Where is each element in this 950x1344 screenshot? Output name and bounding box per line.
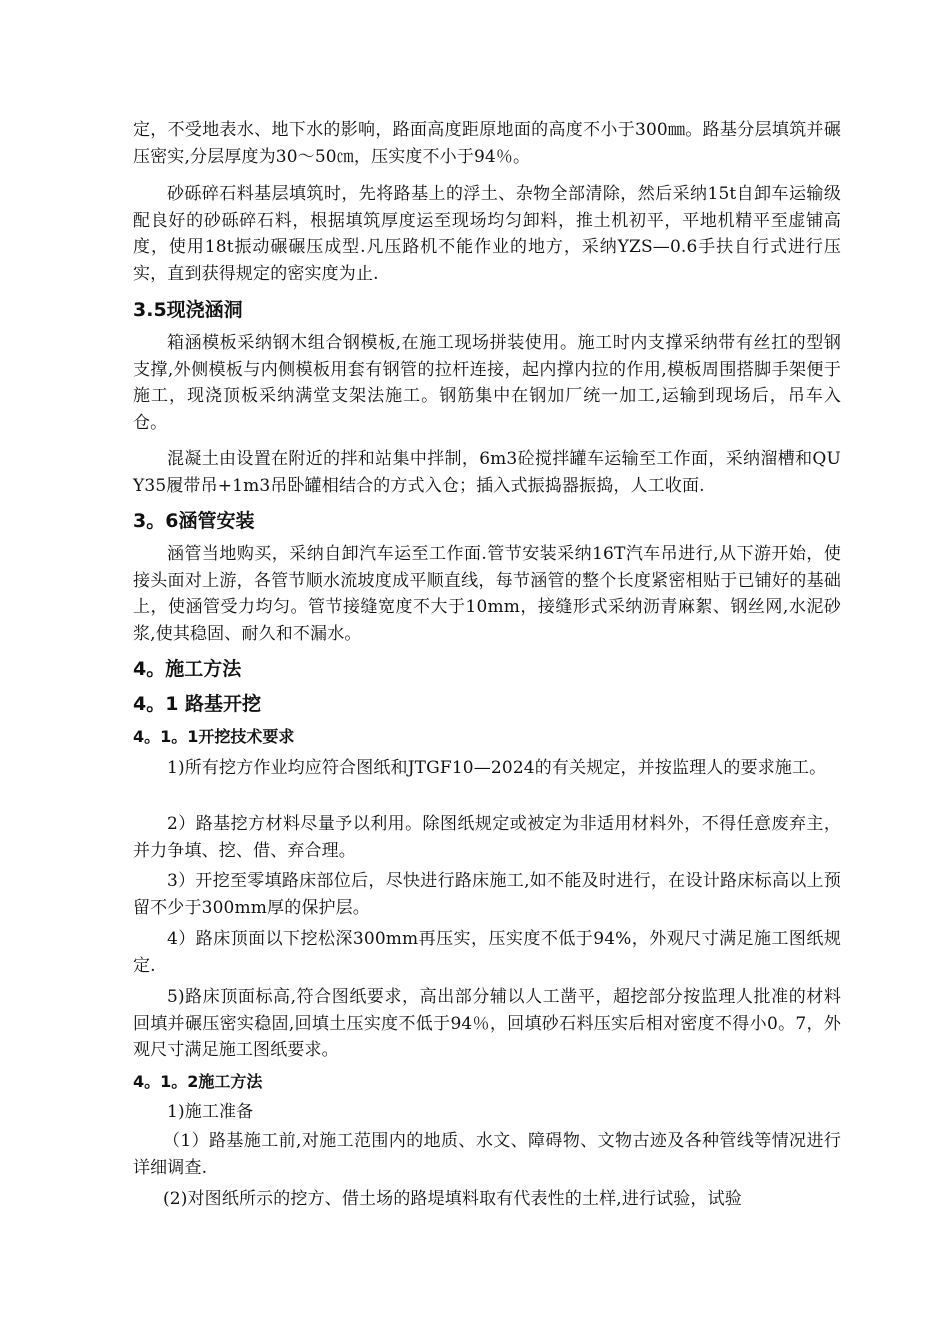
- heading-4-1: 4。1 路基开挖: [133, 693, 262, 715]
- list-item-2: 2）路基挖方材料尽量予以利用。除图纸规定或被定为非适用材料外，不得任意废弃主，并力争填、挖、借、弃合理。: [133, 814, 841, 861]
- heading-4-1-1: 4。1。1开挖技术要求: [133, 727, 295, 746]
- paragraph-prep-title: 1)施工准备: [167, 1102, 254, 1122]
- heading-3-6: 3。6涵管安装: [133, 510, 255, 532]
- list-item-5: 5)路床顶面标高,符合图纸要求，高出部分辅以人工凿平，超挖部分按监理人批准的材料回填并碾压密实稳固,回填土压实度不低于94％，回填砂石料压实后相对密度不得小0。7，外观尺寸满足施工图纸要求。: [133, 987, 841, 1060]
- paragraph-gravel-base: 砂砾碎石料基层填筑时，先将路基上的浮土、杂物全部清除，然后采纳15t自卸车运输级配良好的砂砾碎石料，根据填筑厚度运至现场均匀卸料，推土机初平，平地机精平至虚铺高度，使用18t振动碾碾压成型.凡压路机不能作业的地方，采纳YZS—0.6手扶自行式进行压实，直到获得规定的密实度为止.: [133, 184, 841, 284]
- paragraph-concrete: 混凝土由设置在附近的拌和站集中拌制，6m3砼搅拌罐车运输至工作面，采纳溜槽和QUY35履带吊+1m3吊卧罐相结合的方式入仓；插入式振捣器振捣，人工收面.: [133, 449, 841, 496]
- paragraph-prep-2: (2)对图纸所示的挖方、借土场的路堤填料取有代表性的土样,进行试验，试验: [163, 1189, 742, 1209]
- paragraph-box-culvert-formwork: 箱涵模板采纳钢木组合钢模板,在施工现场拼装使用。施工时内支撑采纳带有丝扛的型钢支撑,外侧模板与内侧模板用套有钢管的拉杆连接，起内撑内拉的作用,模板周围搭脚手架便于施工，现浇顶板采纳满堂支架法施工。钢筋集中在钢加厂统一加工,运输到现场后，吊车入仓。: [133, 333, 841, 433]
- heading-4: 4。施工方法: [133, 658, 242, 680]
- paragraph-subgrade-fill: 定，不受地表水、地下水的影响，路面高度距原地面的高度不小于300㎜。路基分层填筑并碾压密实,分层厚度为30～50㎝，压实度不小于94％。: [133, 120, 841, 167]
- list-item-4: 4）路床顶面以下挖松深300mm再压实，压实度不低于94%，外观尺寸满足施工图纸规定.: [133, 929, 841, 976]
- list-item-3: 3）开挖至零填路床部位后，尽快进行路床施工,如不能及时进行，在设计路床标高以上预留不少于300mm厚的保护层。: [133, 871, 841, 918]
- paragraph-pipe-install: 涵管当地购买，采纳自卸汽车运至工作面.管节安装采纳16T汽车吊进行,从下游开始，使接头面对上游，各管节顺水流坡度成平顺直线，每节涵管的整个长度紧密相贴于已铺好的基础上，使涵管受力均匀。管节接缝宽度不大于10mm，接缝形式采纳沥青麻絮、钢丝网,水泥砂浆,使其稳固、耐久和不漏水。: [133, 544, 841, 644]
- heading-4-1-2: 4。1。2施工方法: [133, 1072, 263, 1091]
- paragraph-prep-1: （1）路基施工前,对施工范围内的地质、水文、障碍物、文物古迹及各种管线等情况进行详细调查.: [133, 1131, 841, 1178]
- heading-3-5: 3.5现浇涵洞: [133, 299, 243, 321]
- list-item-1: 1)所有挖方作业均应符合图纸和JTGF10—2024的有关规定，并按监理人的要求施工。: [167, 758, 827, 778]
